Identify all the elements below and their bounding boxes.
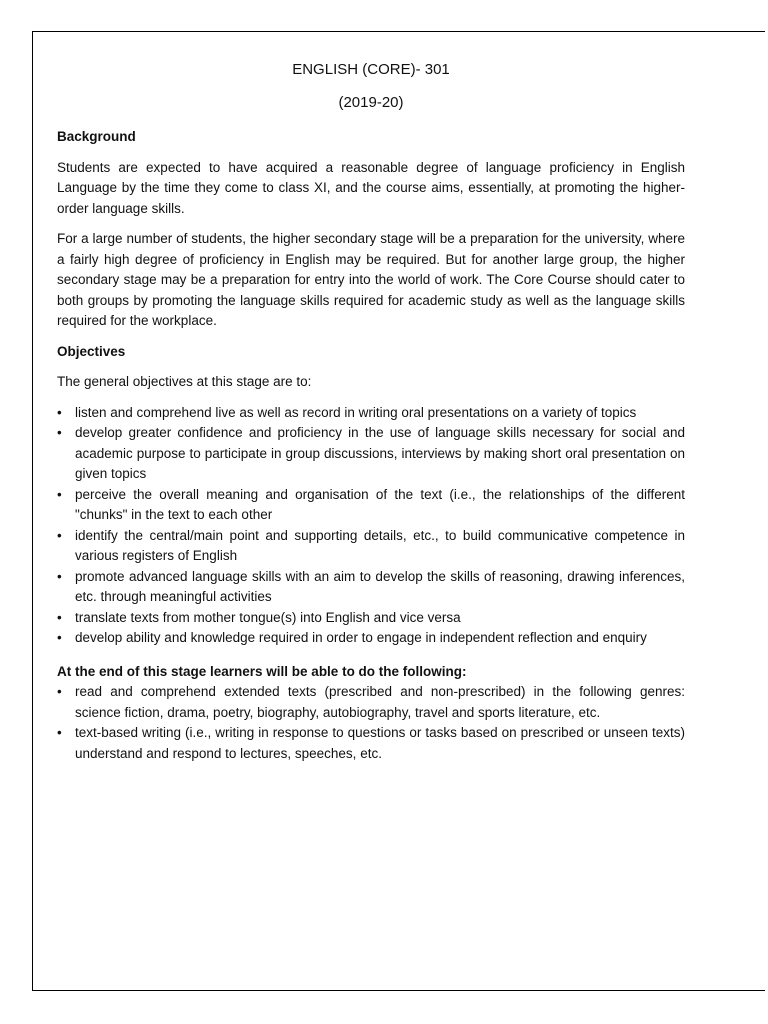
outcomes-heading: At the end of this stage learners will be able to do the following: — [57, 663, 467, 679]
background-heading: Background — [57, 129, 136, 144]
objective-item: • identify the central/main point and supporting details, etc., to build communicative competence in various registers of English — [57, 526, 685, 567]
background-paragraph: For a large number of students, the higher secondary stage will be a preparation for the university, where a fairly high degree of proficiency in English may be required. But for another large group, the higher secondary stage may be a preparation for entry into the world of work. The Core Course should cater to both groups by promoting the language skills required for academic study as well as the language skills required for the workplace. — [57, 231, 685, 328]
objective-item: • perceive the overall meaning and organisation of the text (i.e., the relationships of the different "chunks" in the text to each other — [57, 485, 685, 526]
objectives-intro: The general objectives at this stage are to: — [57, 374, 312, 389]
document-year: (2019-20) — [338, 94, 404, 111]
document-body — [57, 60, 685, 764]
objective-item: • develop ability and knowledge required in order to engage in independent reflection and enquiry — [57, 628, 685, 649]
objective-item: • listen and comprehend live as well as record in writing oral presentations on a variety of topics — [57, 403, 685, 424]
outcomes-list — [57, 682, 685, 764]
outcome-item: • text-based writing (i.e., writing in response to questions or tasks based on prescribed or unseen texts) understand and respond to lectures, speeches, etc. — [57, 723, 685, 764]
objectives-heading: Objectives — [57, 343, 126, 359]
document-title: ENGLISH (CORE)- 301 — [292, 61, 450, 78]
background-paragraph: Students are expected to have acquired a reasonable degree of language proficiency in English Language by the time they come to class XI, and the course aims, essentially, at promoting the higher-order language skills. — [57, 159, 685, 216]
objective-item: • develop greater confidence and proficiency in the use of language skills necessary for social and academic purpose to participate in group discussions, interviews by making short oral presentation on given topics — [57, 423, 685, 485]
outcome-item: • read and comprehend extended texts (prescribed and non-prescribed) in the following genres: science fiction, drama, poetry, biography, autobiography, travel and sports literature, etc. — [57, 682, 685, 723]
objective-item: • promote advanced language skills with an aim to develop the skills of reasoning, drawing inferences, etc. through meaningful activities — [57, 567, 685, 608]
objective-item: • translate texts from mother tongue(s) into English and vice versa — [57, 608, 685, 629]
objectives-list — [57, 403, 685, 649]
